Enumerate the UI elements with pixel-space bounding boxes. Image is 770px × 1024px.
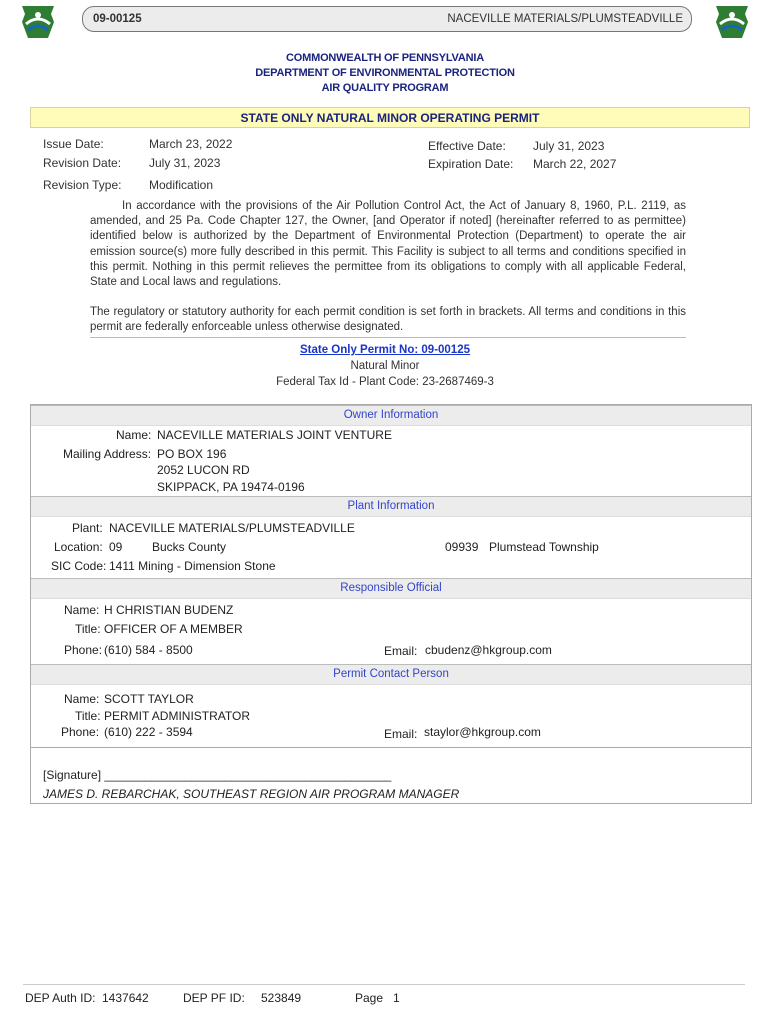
revision-date-value: July 31, 2023	[149, 156, 221, 170]
contact-phone: (610) 222 - 3594	[104, 725, 193, 739]
footer-divider	[23, 984, 745, 985]
issue-date-label: Issue Date:	[43, 137, 104, 151]
effective-date-label: Effective Date:	[428, 139, 506, 153]
page-number: 1	[393, 991, 400, 1005]
plant-name: NACEVILLE MATERIALS/PLUMSTEADVILLE	[109, 521, 355, 535]
official-phone-label: Phone:	[64, 643, 103, 657]
dep-pf-id: 523849	[261, 991, 302, 1005]
official-title-label: Title:	[75, 622, 101, 636]
location-code: 09	[109, 540, 123, 554]
official-email[interactable]: cbudenz@hkgroup.com	[425, 643, 552, 657]
permit-type-banner: STATE ONLY NATURAL MINOR OPERATING PERMIT	[30, 107, 750, 128]
contact-title: PERMIT ADMINISTRATOR	[104, 709, 251, 723]
permit-contact-heading: Permit Contact Person	[31, 664, 751, 685]
signer-name: JAMES D. REBARCHAK, SOUTHEAST REGION AIR PROGRAM MANAGER	[43, 787, 460, 801]
county: Bucks County	[152, 540, 227, 554]
effective-date-value: July 31, 2023	[533, 139, 605, 153]
contact-name-label: Name:	[64, 692, 100, 706]
expiration-date-value: March 22, 2027	[533, 157, 617, 171]
municipality: Plumstead Township	[489, 540, 599, 554]
municipality-code: 09939	[445, 540, 479, 554]
sic-code-label: SIC Code:	[51, 559, 107, 573]
mailing-address-line-3: SKIPPACK, PA 19474-0196	[157, 480, 305, 494]
owner-info-heading: Owner Information	[31, 405, 751, 426]
divider	[31, 747, 751, 748]
mailing-address-line-2: 2052 LUCON RD	[157, 463, 250, 477]
revision-date-label: Revision Date:	[43, 156, 122, 170]
permit-class: Natural Minor	[350, 360, 420, 372]
agency-line-2: DEPARTMENT OF ENVIRONMENTAL PROTECTION	[255, 67, 515, 79]
official-email-label: Email:	[384, 644, 418, 658]
mailing-address-line-1: PO BOX 196	[157, 447, 227, 461]
agency-line-3: AIR QUALITY PROGRAM	[321, 82, 449, 94]
contact-phone-label: Phone:	[61, 725, 100, 739]
dep-pf-id-label: DEP PF ID:	[183, 991, 245, 1005]
authority-paragraph: The regulatory or statutory authority for each permit condition is set forth in brackets. All terms and conditions in this permit are federally enforceable unless otherwise designated.	[90, 306, 686, 334]
expiration-date-label: Expiration Date:	[428, 157, 514, 171]
revision-type-value: Modification	[149, 178, 214, 192]
owner-name-label: Name:	[116, 428, 152, 442]
mailing-address-label: Mailing Address:	[63, 447, 152, 461]
official-phone: (610) 584 - 8500	[104, 643, 193, 657]
official-title: OFFICER OF A MEMBER	[104, 622, 243, 636]
federal-tax-id: Federal Tax Id - Plant Code: 23-2687469-3	[276, 376, 494, 388]
permit-number-link[interactable]: State Only Permit No: 09-00125	[299, 344, 470, 356]
header-bar	[82, 6, 692, 32]
contact-email-label: Email:	[384, 727, 418, 741]
authorization-paragraph: In accordance with the provisions of the Air Pollution Control Act, the Act of January 8, 1960, P.L. 2119, as amended, and 25 Pa. Code Chapter 127, the Owner, [and Operator if noted] (hereinafter referred to as permittee) identified below is authorized by the Department of Environmental Protection (Department) to operate the air emission source(s) more fully described in this permit. This Facility is subject to all terms and conditions specified in this permit. Nothing in this permit relieves the permittee from its obligations to comply with all applicable Federal, State and Local laws and regulations.	[90, 200, 686, 289]
divider	[90, 337, 686, 338]
contact-email[interactable]: staylor@hkgroup.com	[424, 725, 541, 739]
official-name: H CHRISTIAN BUDENZ	[104, 603, 234, 617]
sic-code: 1411 Mining - Dimension Stone	[109, 559, 276, 573]
contact-title-label: Title:	[75, 709, 101, 723]
pa-keystone-logo-icon	[18, 2, 58, 42]
pa-keystone-logo-icon	[712, 2, 752, 42]
dep-auth-id: 1437642	[102, 991, 149, 1005]
header-facility-name: NACEVILLE MATERIALS/PLUMSTEADVILLE	[447, 13, 683, 25]
dep-auth-id-label: DEP Auth ID:	[25, 991, 96, 1005]
plant-info-heading: Plant Information	[31, 496, 751, 517]
official-name-label: Name:	[64, 603, 100, 617]
revision-type-label: Revision Type:	[43, 178, 122, 192]
issue-date-value: March 23, 2022	[149, 137, 233, 151]
contact-name: SCOTT TAYLOR	[104, 692, 194, 706]
agency-line-1: COMMONWEALTH OF PENNSYLVANIA	[286, 52, 484, 64]
owner-name: NACEVILLE MATERIALS JOINT VENTURE	[157, 428, 392, 442]
responsible-official-heading: Responsible Official	[31, 578, 751, 599]
header-permit-id: 09-00125	[93, 13, 142, 25]
page-label: Page	[355, 991, 384, 1005]
signature-line: [Signature] ___________________________________________	[43, 768, 392, 782]
plant-label: Plant:	[72, 521, 103, 535]
location-label: Location:	[54, 540, 103, 554]
